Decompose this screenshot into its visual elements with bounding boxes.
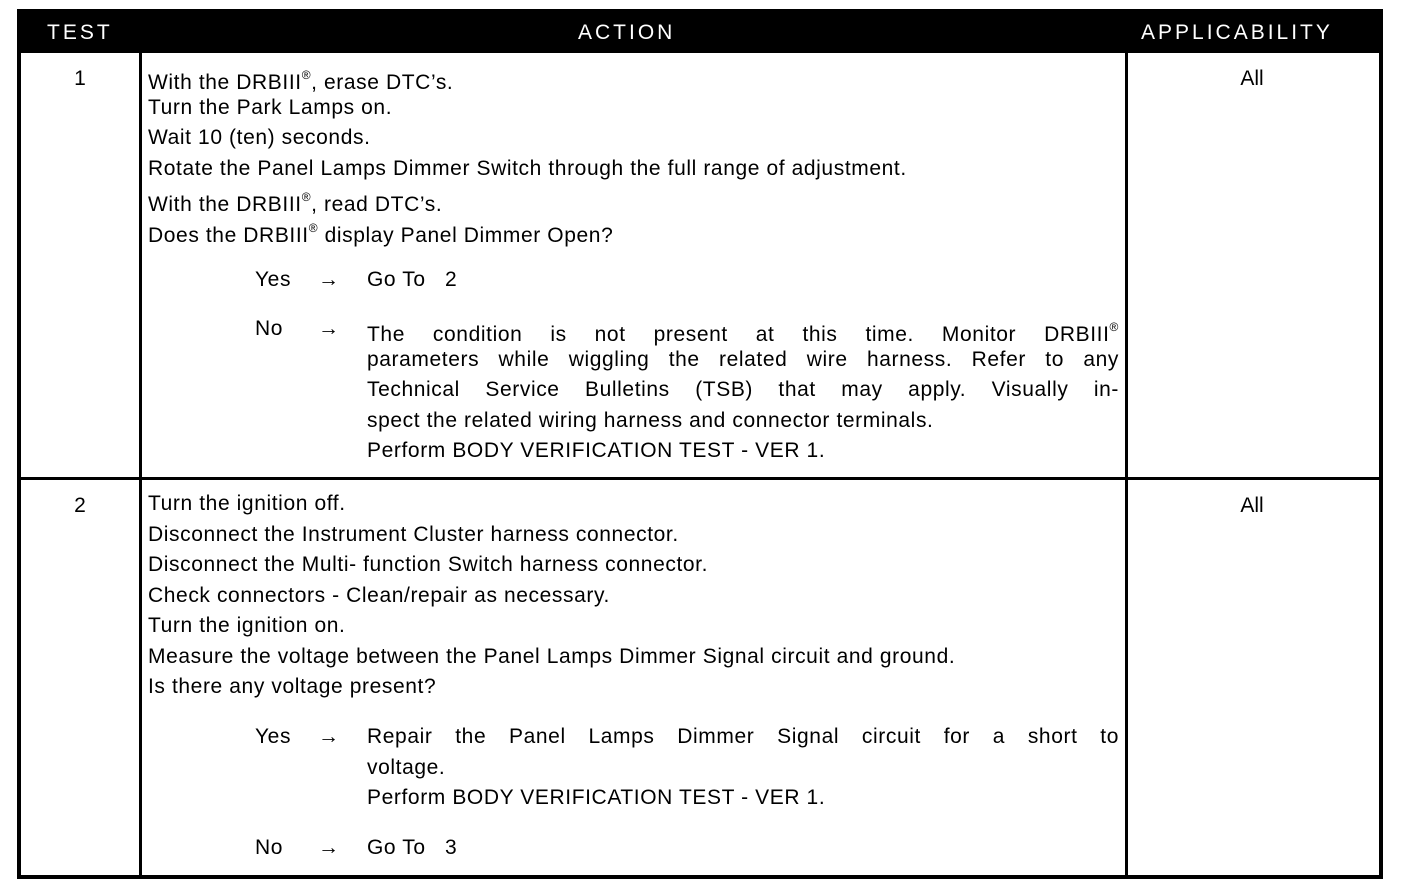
action-step: Wait 10 (ten) seconds. <box>148 126 371 149</box>
action-step: Turn the Park Lamps on. <box>148 96 393 119</box>
no-result-line: Technical Service Bulletins (TSB) that may apply. Visually in- <box>367 378 1119 401</box>
no-result-line: parameters while wiggling the related wire harness. Refer to any <box>367 348 1119 371</box>
no-result-line: spect the related wiring harness and connector terminals. <box>367 409 934 432</box>
table-header <box>21 13 1379 53</box>
test-number: 1 <box>74 67 86 90</box>
action-step: Disconnect the Multi- function Switch harness connector. <box>148 553 709 576</box>
yes-label: Yes <box>255 268 292 291</box>
action-step: Is there any voltage present? <box>148 675 437 698</box>
action-step: Turn the ignition off. <box>148 492 346 515</box>
yes-result-line: Repair the Panel Lamps Dimmer Signal circuit for a short to <box>367 725 1119 748</box>
no-label: No <box>255 317 284 340</box>
action-step: Check connectors - Clean/repair as necessary. <box>148 584 610 607</box>
action-step: With the DRBIII®, read DTC’s. <box>148 190 443 216</box>
column-divider <box>139 13 142 875</box>
no-result: Go To 3 <box>367 836 458 859</box>
test-number: 2 <box>74 494 86 517</box>
action-step: Rotate the Panel Lamps Dimmer Switch through the full range of adjustment. <box>148 157 907 180</box>
arrow-icon: → <box>318 317 339 340</box>
header-test: TEST <box>47 21 113 44</box>
arrow-icon: → <box>318 725 339 748</box>
action-step: Turn the ignition on. <box>148 614 346 637</box>
yes-result-line: voltage. <box>367 756 446 779</box>
no-result-line: The condition is not present at this time. Monitor DRBIII® <box>367 320 1119 346</box>
row-divider <box>21 477 1379 480</box>
action-step: Disconnect the Instrument Cluster harness connector. <box>148 523 679 546</box>
yes-label: Yes <box>255 725 292 748</box>
yes-result: Go To 2 <box>367 268 458 291</box>
column-divider <box>1125 13 1128 875</box>
header-action: ACTION <box>578 21 676 44</box>
action-step: Does the DRBIII® display Panel Dimmer Open? <box>148 221 614 247</box>
diagnostic-table <box>17 9 1383 879</box>
applicability-value: All <box>1240 67 1264 90</box>
arrow-icon: → <box>318 268 339 291</box>
action-step: With the DRBIII®, erase DTC’s. <box>148 68 454 94</box>
no-label: No <box>255 836 284 859</box>
action-step: Measure the voltage between the Panel Lamps Dimmer Signal circuit and ground. <box>148 645 956 668</box>
header-applicability: APPLICABILITY <box>1141 21 1333 44</box>
applicability-value: All <box>1240 494 1264 517</box>
arrow-icon: → <box>318 836 339 859</box>
yes-result-line: Perform BODY VERIFICATION TEST - VER 1. <box>367 786 826 809</box>
no-result-line: Perform BODY VERIFICATION TEST - VER 1. <box>367 439 826 462</box>
